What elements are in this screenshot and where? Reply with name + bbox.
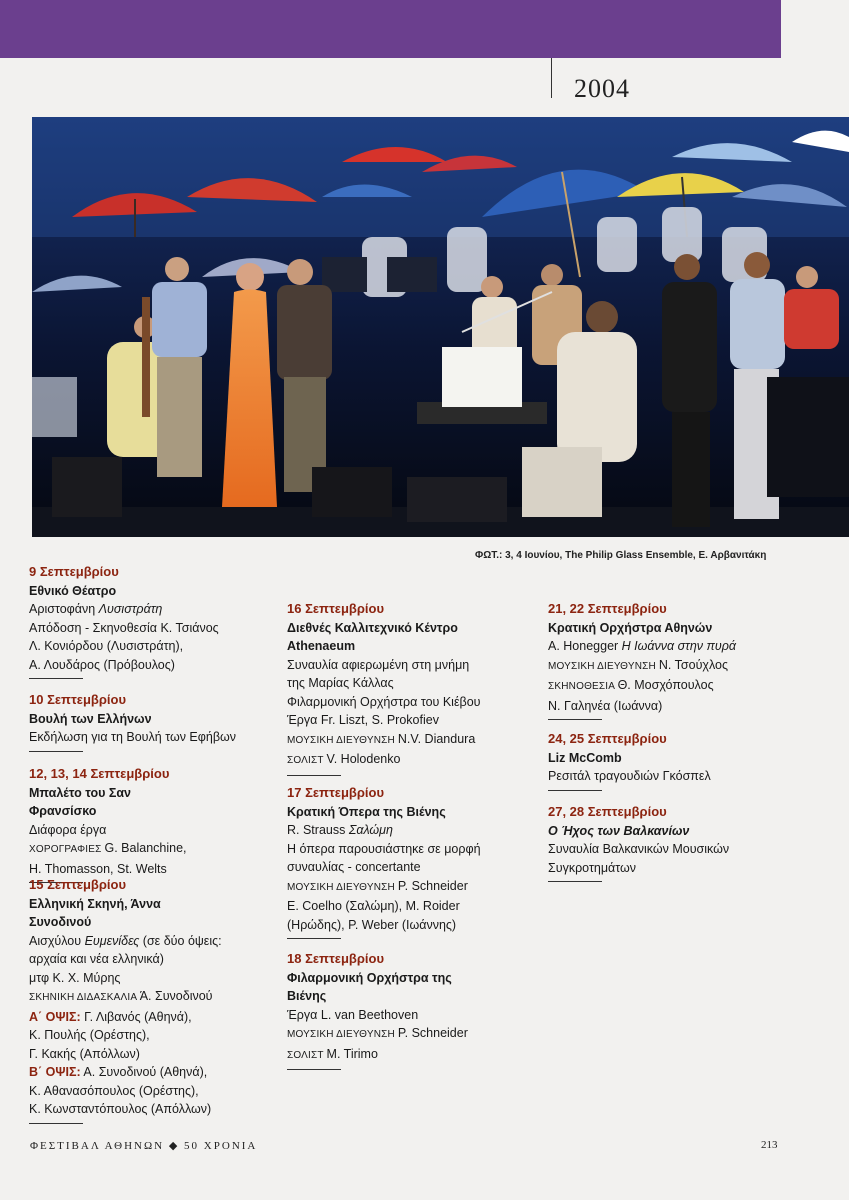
event-date: 9 Σεπτεμβρίου (29, 564, 119, 579)
event-entry: 15 Σεπτεμβρίου Ελληνική Σκηνή, Άννα Συνοδινού Αισχύλου Ευμενίδες (σε δύο όψεις: αρχαία και νέα ελληνικά) μτφ Κ. Χ. Μύρης ΣΚΗΝΙΚΗ ΔΙΔΑΣΚΑΛΙΑ Ά. Συνοδινού Α΄ ΟΨΙΣ: Γ. Λιβανός (Αθηνά), Κ. Πουλής (Ορέστης), Γ. Κακής (Απόλλων) Β΄ ΟΨΙΣ: Α. Συνοδινού (Αθηνά), Κ. Αθανασόπουλος (Ορέστης), Κ. Κωνσταντόπουλος (Απόλλων) (29, 876, 222, 1124)
event-venue: Ελληνική Σκηνή, Άννα Συνοδινού (29, 896, 161, 929)
event-entry: 16 Σεπτεμβρίου Διεθνές Καλλιτεχνικό Κέντρο Athenaeum Συναυλία αφιερωμένη στη μνήμη της Μαρίας Κάλλας Φιλαρμονική Ορχήστρα του Κιέβου Έργα Fr. Liszt, S. Prokofiev ΜΟΥΣΙΚΗ ΔΙΕΥΘΥΝΣΗ N.V. Diandura ΣΟΛΙΣΤ V. Holodenko (287, 600, 481, 776)
event-venue: Βουλή των Ελλήνων (29, 711, 152, 726)
photo-caption: ΦΩΤ.: 3, 4 Ιουνίου, The Philip Glass Ensemble, Ε. Αρβανιτάκη (475, 550, 767, 561)
event-venue: Διεθνές Καλλιτεχνικό Κέντρο (287, 620, 458, 635)
event-venue: Liz McComb (548, 750, 622, 765)
entry-separator (548, 790, 602, 791)
event-venue-line2: Athenaeum (287, 639, 356, 653)
event-venue: Κρατική Όπερα της Βιένης (287, 804, 446, 819)
event-date: 15 Σεπτεμβρίου (29, 877, 127, 892)
event-venue: Φιλαρμονική Ορχήστρα της Βιένης (287, 970, 452, 1003)
event-venue: Μπαλέτο του Σαν Φρανσίσκο (29, 785, 132, 818)
event-date: 27, 28 Σεπτεμβρίου (548, 804, 667, 819)
event-venue: Ο Ήχος των Βαλκανίων (548, 823, 690, 838)
entry-separator (548, 881, 602, 882)
concert-photo (32, 117, 849, 537)
event-entry: 12, 13, 14 Σεπτεμβρίου Μπαλέτο του Σαν Φρανσίσκο Διάφορα έργα ΧΟΡΟΓΡΑΦΙΕΣ G. Balanchine, H. Thomasson, St. Welts (29, 765, 187, 883)
event-date: 21, 22 Σεπτεμβρίου (548, 601, 667, 616)
entry-separator (287, 938, 341, 939)
event-entry: 24, 25 Σεπτεμβρίου Liz McComb Ρεσιτάλ τραγουδιών Γκόσπελ (548, 730, 711, 791)
header-divider (551, 58, 552, 98)
event-date: 12, 13, 14 Σεπτεμβρίου (29, 766, 170, 781)
event-entry: 18 Σεπτεμβρίου Φιλαρμονική Ορχήστρα της Βιένης Έργα L. van Beethoven ΜΟΥΣΙΚΗ ΔΙΕΥΘΥΝΣΗ P. Schneider ΣΟΛΙΣΤ M. Tirimo (287, 950, 468, 1070)
event-entry: 10 Σεπτεμβρίου Βουλή των Ελλήνων Εκδήλωση για τη Βουλή των Εφήβων (29, 691, 236, 752)
event-entry: 9 Σεπτεμβρίου Εθνικό Θέατρο Αριστοφάνη Λυσιστράτη Απόδοση - Σκηνοθεσία Κ. Τσιάνος Λ. Κονιόρδου (Λυσιστράτη), Α. Λουδάρος (Πρόβουλος) (29, 563, 219, 679)
event-date: 24, 25 Σεπτεμβρίου (548, 731, 667, 746)
event-date: 10 Σεπτεμβρίου (29, 692, 127, 707)
event-venue: Κρατική Ορχήστρα Αθηνών (548, 620, 713, 635)
event-entry: 27, 28 Σεπτεμβρίου Ο Ήχος των Βαλκανίων Συναυλία Βαλκανικών Μουσικών Συγκροτημάτων (548, 803, 729, 882)
entry-separator (548, 719, 602, 720)
event-entry: 17 Σεπτεμβρίου Κρατική Όπερα της Βιένης R. Strauss Σαλώμη Η όπερα παρουσιάστηκε σε μορφή συναυλίας - concertante ΜΟΥΣΙΚΗ ΔΙΕΥΘΥΝΣΗ P. Schneider E. Coelho (Σαλώμη), M. Roider (Ηρώδης), P. Weber (Ιωάννης) (287, 784, 481, 939)
year-heading: 2004 (574, 74, 630, 103)
event-date: 16 Σεπτεμβρίου (287, 601, 385, 616)
footer-title: ΦΕΣΤΙΒΑΛ ΑΘΗΝΩΝ ◆ 50 ΧΡΟΝΙΑ (30, 1140, 258, 1152)
entry-separator (287, 1069, 341, 1070)
entry-separator (29, 751, 83, 752)
event-date: 17 Σεπτεμβρίου (287, 785, 385, 800)
event-entry: 21, 22 Σεπτεμβρίου Κρατική Ορχήστρα Αθηνών A. Honegger Η Ιωάννα στην πυρά ΜΟΥΣΙΚΗ ΔΙΕΥΘΥΝΣΗ Ν. Τσούχλος ΣΚΗΝΟΘΕΣΙΑ Θ. Μοσχόπουλος Ν. Γαληνέα (Ιωάννα) (548, 600, 736, 720)
entry-separator (29, 678, 83, 679)
entry-separator (287, 775, 341, 776)
event-date: 18 Σεπτεμβρίου (287, 951, 385, 966)
event-venue: Εθνικό Θέατρο (29, 583, 117, 598)
entry-separator (29, 1123, 83, 1124)
page-number: 213 (761, 1139, 778, 1151)
header-color-bar (0, 0, 781, 58)
